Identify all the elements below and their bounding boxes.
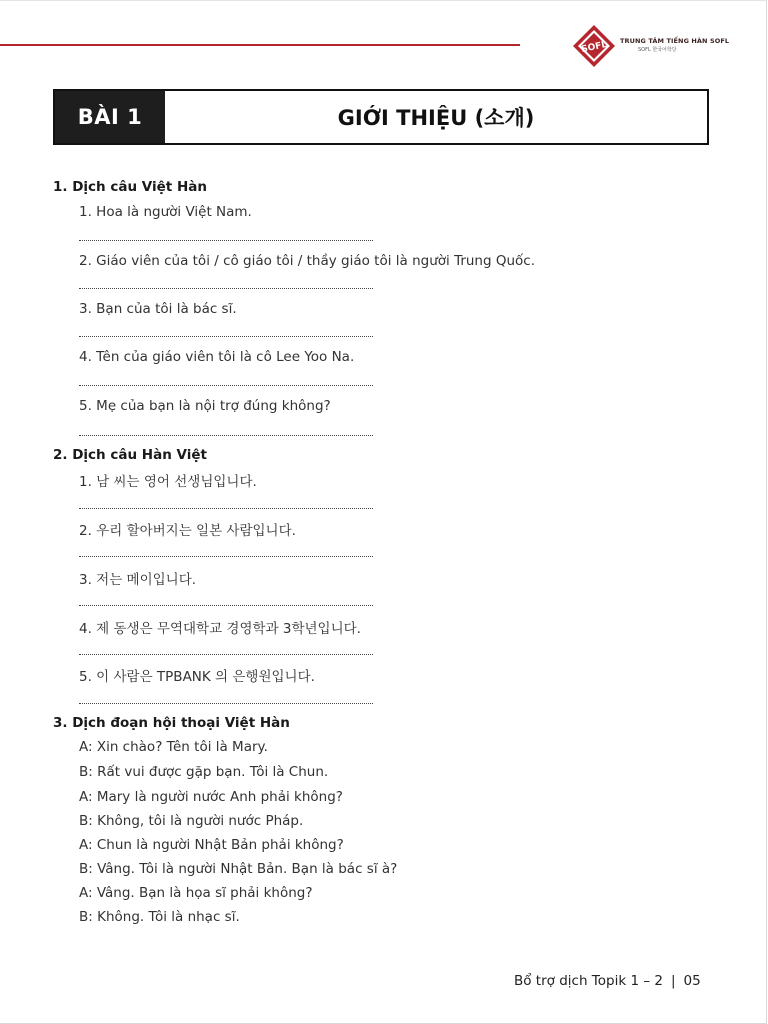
svg-text:SOFL: SOFL [580,39,609,56]
answer-line[interactable] [79,703,373,704]
lesson-title: GIỚI THIỆU (소개) [337,106,535,130]
answer-line[interactable] [79,336,373,337]
exercise-1-3: 3. Bạn của tôi là bác sĩ. [79,301,237,317]
sofl-logo-icon [572,24,616,68]
dialog-line: B: Rất vui được gặp bạn. Tôi là Chun. [79,764,329,780]
exercise-2-2: 2. 우리 할아버지는 일본 사람입니다. [79,523,296,539]
section-3-heading: 3. Dịch đoạn hội thoại Việt Hàn [53,715,290,731]
lesson-tag: BÀI 1 [55,91,165,143]
exercise-1-2: 2. Giáo viên của tôi / cô giáo tôi / thầy giáo tôi là người Trung Quốc. [79,253,536,269]
answer-line[interactable] [79,508,373,509]
section-2-heading: 2. Dịch câu Hàn Việt [53,447,207,463]
dialog-line: A: Chun là người Nhật Bản phải không? [79,837,344,853]
dialog-line: A: Vâng. Bạn là họa sĩ phải không? [79,885,313,901]
dialog-line: A: Mary là người nước Anh phải không? [79,789,343,805]
exercise-1-5: 5. Mẹ của bạn là nội trợ đúng không? [79,398,331,414]
answer-line[interactable] [79,654,373,655]
dialog-line: B: Không, tôi là người nước Pháp. [79,813,304,829]
page-footer [514,973,701,989]
answer-line[interactable] [79,556,373,557]
answer-line[interactable] [79,288,373,289]
header-rule [0,44,520,46]
sofl-logo [572,24,730,68]
exercise-2-5: 5. 이 사람은 TPBANK 의 은행원입니다. [79,669,315,685]
answer-line[interactable] [79,385,373,386]
book-title: Bổ trợ dịch Topik 1 – 2 [514,973,663,989]
page-number: 05 [683,973,701,989]
answer-line[interactable] [79,240,373,241]
exercise-2-3: 3. 저는 메이입니다. [79,572,197,588]
dialog-line: A: Xin chào? Tên tôi là Mary. [79,739,268,755]
exercise-2-4: 4. 제 동생은 무역대학교 경영학과 3학년입니다. [79,621,361,637]
brand-name: TRUNG TÂM TIẾNG HÀN SOFL [620,37,730,45]
brand-subtitle: SOFL 한국어학당 [638,47,677,53]
exercise-1-4: 4. Tên của giáo viên tôi là cô Lee Yoo Na. [79,349,355,365]
section-1-heading: 1. Dịch câu Việt Hàn [53,179,207,195]
answer-line[interactable] [79,435,373,436]
answer-line[interactable] [79,605,373,606]
exercise-2-1: 1. 남 씨는 영어 선생님입니다. [79,474,257,490]
lesson-title-box [53,89,709,145]
footer-separator: | [670,973,676,989]
dialog-line: B: Vâng. Tôi là người Nhật Bản. Bạn là bác sĩ à? [79,861,398,877]
exercise-1-1: 1. Hoa là người Việt Nam. [79,204,252,220]
dialog-line: B: Không. Tôi là nhạc sĩ. [79,909,240,925]
